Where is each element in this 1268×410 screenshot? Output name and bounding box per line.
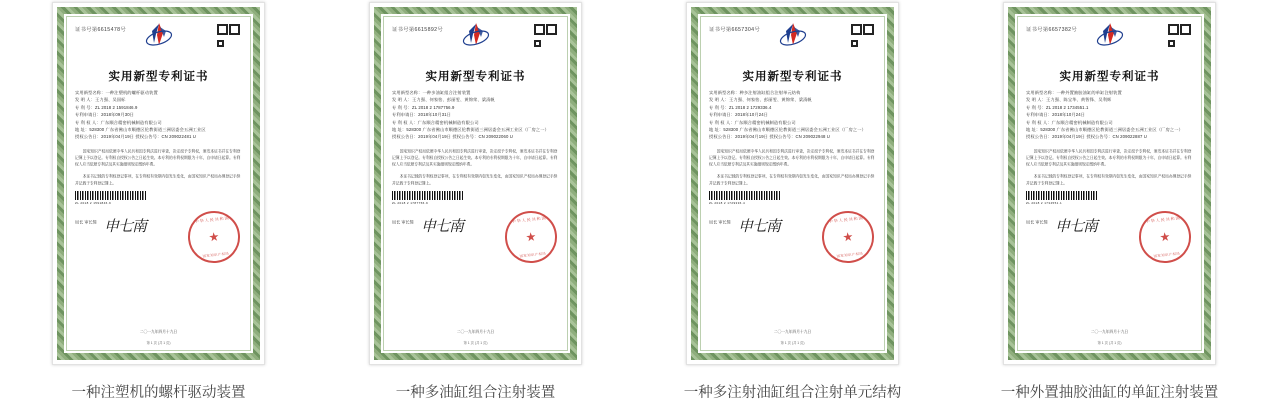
field-application-date: 专利申请日：2018年09月30日	[75, 112, 135, 118]
signature-label: 局长 审长简	[75, 220, 97, 225]
certificate-cell[interactable]	[0, 0, 317, 410]
certificate-body	[709, 148, 874, 187]
field-address: 地 址：528300 广东省佛山市顺德区伦教街道三洲居委会五洲工业区（厂房之一）	[709, 127, 866, 133]
field-address: 地 址：528300 广东省佛山市顺德区伦教街道三洲居委会五洲工业区（厂房之一）	[1026, 127, 1183, 133]
seal-star-icon: ★	[1158, 229, 1172, 245]
certificate-fields	[709, 90, 876, 142]
qr-code	[849, 22, 876, 49]
certificate-date: 二〇一九年四月十九日	[1090, 329, 1129, 335]
certificate-caption: 一种注塑机的螺杆驱动装置	[71, 385, 246, 401]
field-patent-number: 专 利 号：ZL 2018 2 1787756.9	[392, 105, 455, 111]
certificate-image[interactable]	[369, 2, 582, 365]
body-paragraph-1: 国家知识产权局依照中华人民共和国专利法进行审查，决定授予专利权，颁发本证书并在专利登记簿上予以登记。专利权自授权公告之日起生效。本专利的专利权期限为十年，自申请日起算。专利权人应当依照专利法及其实施细则规定缴纳年费。	[75, 148, 241, 167]
qr-code	[215, 22, 242, 49]
seal-top-text: 中华人民共和国	[194, 215, 230, 224]
certificate-body	[1026, 148, 1191, 187]
seal-bottom-text: 国家知识产权局	[202, 251, 230, 259]
signature-area	[1026, 211, 1193, 257]
field-application-date: 专利申请日：2018年10月31日	[392, 112, 452, 118]
certificate-cell[interactable]	[634, 0, 951, 410]
certificate-fields	[392, 90, 559, 142]
official-seal	[819, 208, 876, 265]
field-application-date: 专利申请日：2018年10月24日	[709, 112, 769, 118]
field-inventor: 发 明 人：王力强、何家怡、彭丽雯、黄锦荣、梁清帆	[709, 97, 812, 103]
field-address: 地 址：528300 广东省佛山市顺德区伦教街道三洲居委会五洲工业区	[75, 127, 206, 133]
certificate-caption: 一种外置抽胶油缸的单缸注射装置	[1000, 385, 1219, 401]
certificate-number: 证书号第6615478号	[75, 25, 127, 32]
field-grant-announcement: 授权公告日：2019年04月19日 授权公告号：CN 209022481 U	[75, 134, 196, 140]
field-inventor: 发 明 人：王力强、何家怡、彭丽雯、黄锦荣、梁清帆	[392, 97, 495, 103]
certificate-number: 证书号第6657304号	[709, 25, 761, 32]
seal-bottom-text: 国家知识产权局	[1153, 251, 1181, 259]
field-patent-number: 专 利 号：ZL 2018 2 1729336.4	[709, 105, 772, 111]
cnipa-logo-icon	[142, 21, 176, 51]
certificate-image[interactable]	[686, 2, 899, 365]
signature-area	[75, 211, 242, 257]
certificate-page-number: 第 1 页 (共 1 页)	[463, 340, 488, 346]
cnipa-logo-icon	[776, 21, 810, 51]
signature-label: 局长 审长简	[392, 220, 414, 225]
field-patentee: 专 利 权 人：广东顺合精密机械制造有限公司	[1026, 120, 1113, 125]
field-name: 实用新型名称：种多注射油缸组合注射单元结构	[709, 90, 801, 96]
certificate-number: 证书号第6615892号	[392, 25, 444, 32]
seal-top-text: 中华人民共和国	[511, 215, 547, 224]
field-patentee: 专 利 权 人：广东顺合精密机械制造有限公司	[709, 120, 796, 125]
seal-star-icon: ★	[207, 229, 221, 245]
seal-star-icon: ★	[524, 229, 538, 245]
certificate-body	[75, 148, 240, 187]
certificate-cell[interactable]	[317, 0, 634, 410]
barcode	[75, 191, 147, 200]
certificate-page-number: 第 1 页 (共 1 页)	[1097, 340, 1122, 346]
cnipa-logo-icon	[459, 21, 493, 51]
field-inventor: 发 明 人：王力强、吴国标	[75, 97, 126, 103]
certificate-title: 实用新型专利证书	[425, 69, 526, 83]
field-application-date: 专利申请日：2018年10月24日	[1026, 112, 1086, 118]
signature-label: 局长 审长简	[1026, 220, 1048, 225]
body-paragraph-2: 本证书记载的专利权登记事项，在专利权有效期内如发生变化，由国家知识产权局办理登记手续并记载于专利登记簿上。	[392, 173, 558, 186]
certificate-fields	[75, 90, 242, 142]
body-paragraph-2: 本证书记载的专利权登记事项，在专利权有效期内如发生变化，由国家知识产权局办理登记手续并记载于专利登记簿上。	[1026, 173, 1192, 186]
certificate-date: 二〇一九年四月十九日	[773, 329, 812, 335]
barcode	[1026, 191, 1098, 200]
field-name: 实用新型名称：一种外置抽胶油缸的单缸注射装置	[1026, 90, 1122, 96]
certificate-cell[interactable]	[951, 0, 1268, 410]
field-name: 实用新型名称：一种多油缸组合注射装置	[392, 90, 471, 96]
field-patentee: 专 利 权 人：广东顺合精密机械制造有限公司	[75, 120, 162, 125]
certificate-image[interactable]	[52, 2, 265, 365]
signature-area	[709, 211, 876, 257]
certificate-page-number: 第 1 页 (共 1 页)	[780, 340, 805, 346]
body-paragraph-1: 国家知识产权局依照中华人民共和国专利法进行审查，决定授予专利权，颁发本证书并在专利登记簿上予以登记。专利权自授权公告之日起生效。本专利的专利权期限为十年，自申请日起算。专利权人应当依照专利法及其实施细则规定缴纳年费。	[392, 148, 558, 167]
director-signature: 申七南	[737, 216, 780, 235]
certificate-date: 二〇一九年四月十九日	[139, 329, 178, 335]
director-signature: 申七南	[420, 216, 463, 235]
qr-code	[1166, 22, 1193, 49]
body-paragraph-1: 国家知识产权局依照中华人民共和国专利法进行审查，决定授予专利权，颁发本证书并在专利登记簿上予以登记。专利权自授权公告之日起生效。本专利的专利权期限为十年，自申请日起算。专利权人应当依照专利法及其实施细则规定缴纳年费。	[709, 148, 875, 167]
field-grant-announcement: 授权公告日：2019年04月19日 授权公告号：CN 209022948 U	[709, 134, 830, 140]
seal-top-text: 中华人民共和国	[1145, 215, 1181, 224]
barcode	[392, 191, 464, 200]
seal-top-text: 中华人民共和国	[828, 215, 864, 224]
barcode	[709, 191, 781, 200]
certificate-title: 实用新型专利证书	[742, 69, 843, 83]
seal-bottom-text: 国家知识产权局	[519, 251, 547, 259]
certificate-fields	[1026, 90, 1193, 142]
certificate-title: 实用新型专利证书	[108, 69, 209, 83]
signature-area	[392, 211, 559, 257]
field-address: 地 址：528300 广东省佛山市顺德区伦教街道三洲居委会五洲工业区（厂房之一）	[392, 127, 549, 133]
body-paragraph-2: 本证书记载的专利权登记事项，在专利权有效期内如发生变化，由国家知识产权局办理登记手续并记载于专利登记簿上。	[709, 173, 875, 186]
certificate-body	[392, 148, 557, 187]
director-signature: 申七南	[103, 216, 146, 235]
field-grant-announcement: 授权公告日：2019年04月19日 授权公告号：CN 209022060 U	[392, 134, 513, 140]
field-patent-number: 专 利 号：ZL 2018 2 1734551.1	[1026, 105, 1089, 111]
certificate-number: 证书号第6657382号	[1026, 25, 1078, 32]
certificate-page-number: 第 1 页 (共 1 页)	[146, 340, 171, 346]
official-seal	[185, 208, 242, 265]
barcode-number: ZL 2018 2 1729336.4	[709, 200, 746, 205]
barcode-number: ZL 2018 2 1787756.9	[392, 200, 429, 205]
body-paragraph-2: 本证书记载的专利权登记事项，在专利权有效期内如发生变化，由国家知识产权局办理登记手续并记载于专利登记簿上。	[75, 173, 241, 186]
official-seal	[1136, 208, 1193, 265]
certificate-title: 实用新型专利证书	[1059, 69, 1160, 83]
qr-code	[532, 22, 559, 49]
seal-bottom-text: 国家知识产权局	[836, 251, 864, 259]
field-name: 实用新型名称：一种注塑机的螺杆驱动装置	[75, 90, 158, 96]
certificate-date: 二〇一九年四月十九日	[456, 329, 495, 335]
field-grant-announcement: 授权公告日：2019年04月19日 授权公告号：CN 209022887 U	[1026, 134, 1147, 140]
barcode-number: ZL 2018 2 1591846.9	[75, 200, 112, 205]
signature-label: 局长 审长简	[709, 220, 731, 225]
seal-star-icon: ★	[841, 229, 855, 245]
certificate-caption: 一种多油缸组合注射装置	[395, 385, 556, 401]
body-paragraph-1: 国家知识产权局依照中华人民共和国专利法进行审查，决定授予专利权，颁发本证书并在专利登记簿上予以登记。专利权自授权公告之日起生效。本专利的专利权期限为十年，自申请日起算。专利权人应当依照专利法及其实施细则规定缴纳年费。	[1026, 148, 1192, 167]
barcode-number: ZL 2018 2 1734551.1	[1026, 200, 1063, 205]
certificate-caption: 一种多注射油缸组合注射单元结构	[683, 385, 902, 401]
field-patent-number: 专 利 号：ZL 2018 2 1591846.9	[75, 105, 138, 111]
cnipa-logo-icon	[1093, 21, 1127, 51]
field-patentee: 专 利 权 人：广东顺合精密机械制造有限公司	[392, 120, 479, 125]
official-seal	[502, 208, 559, 265]
field-inventor: 发 明 人：王力强、陈宝华、黄智锋、吴利辉	[1026, 97, 1112, 103]
director-signature: 申七南	[1054, 216, 1097, 235]
certificate-image[interactable]	[1003, 2, 1216, 365]
